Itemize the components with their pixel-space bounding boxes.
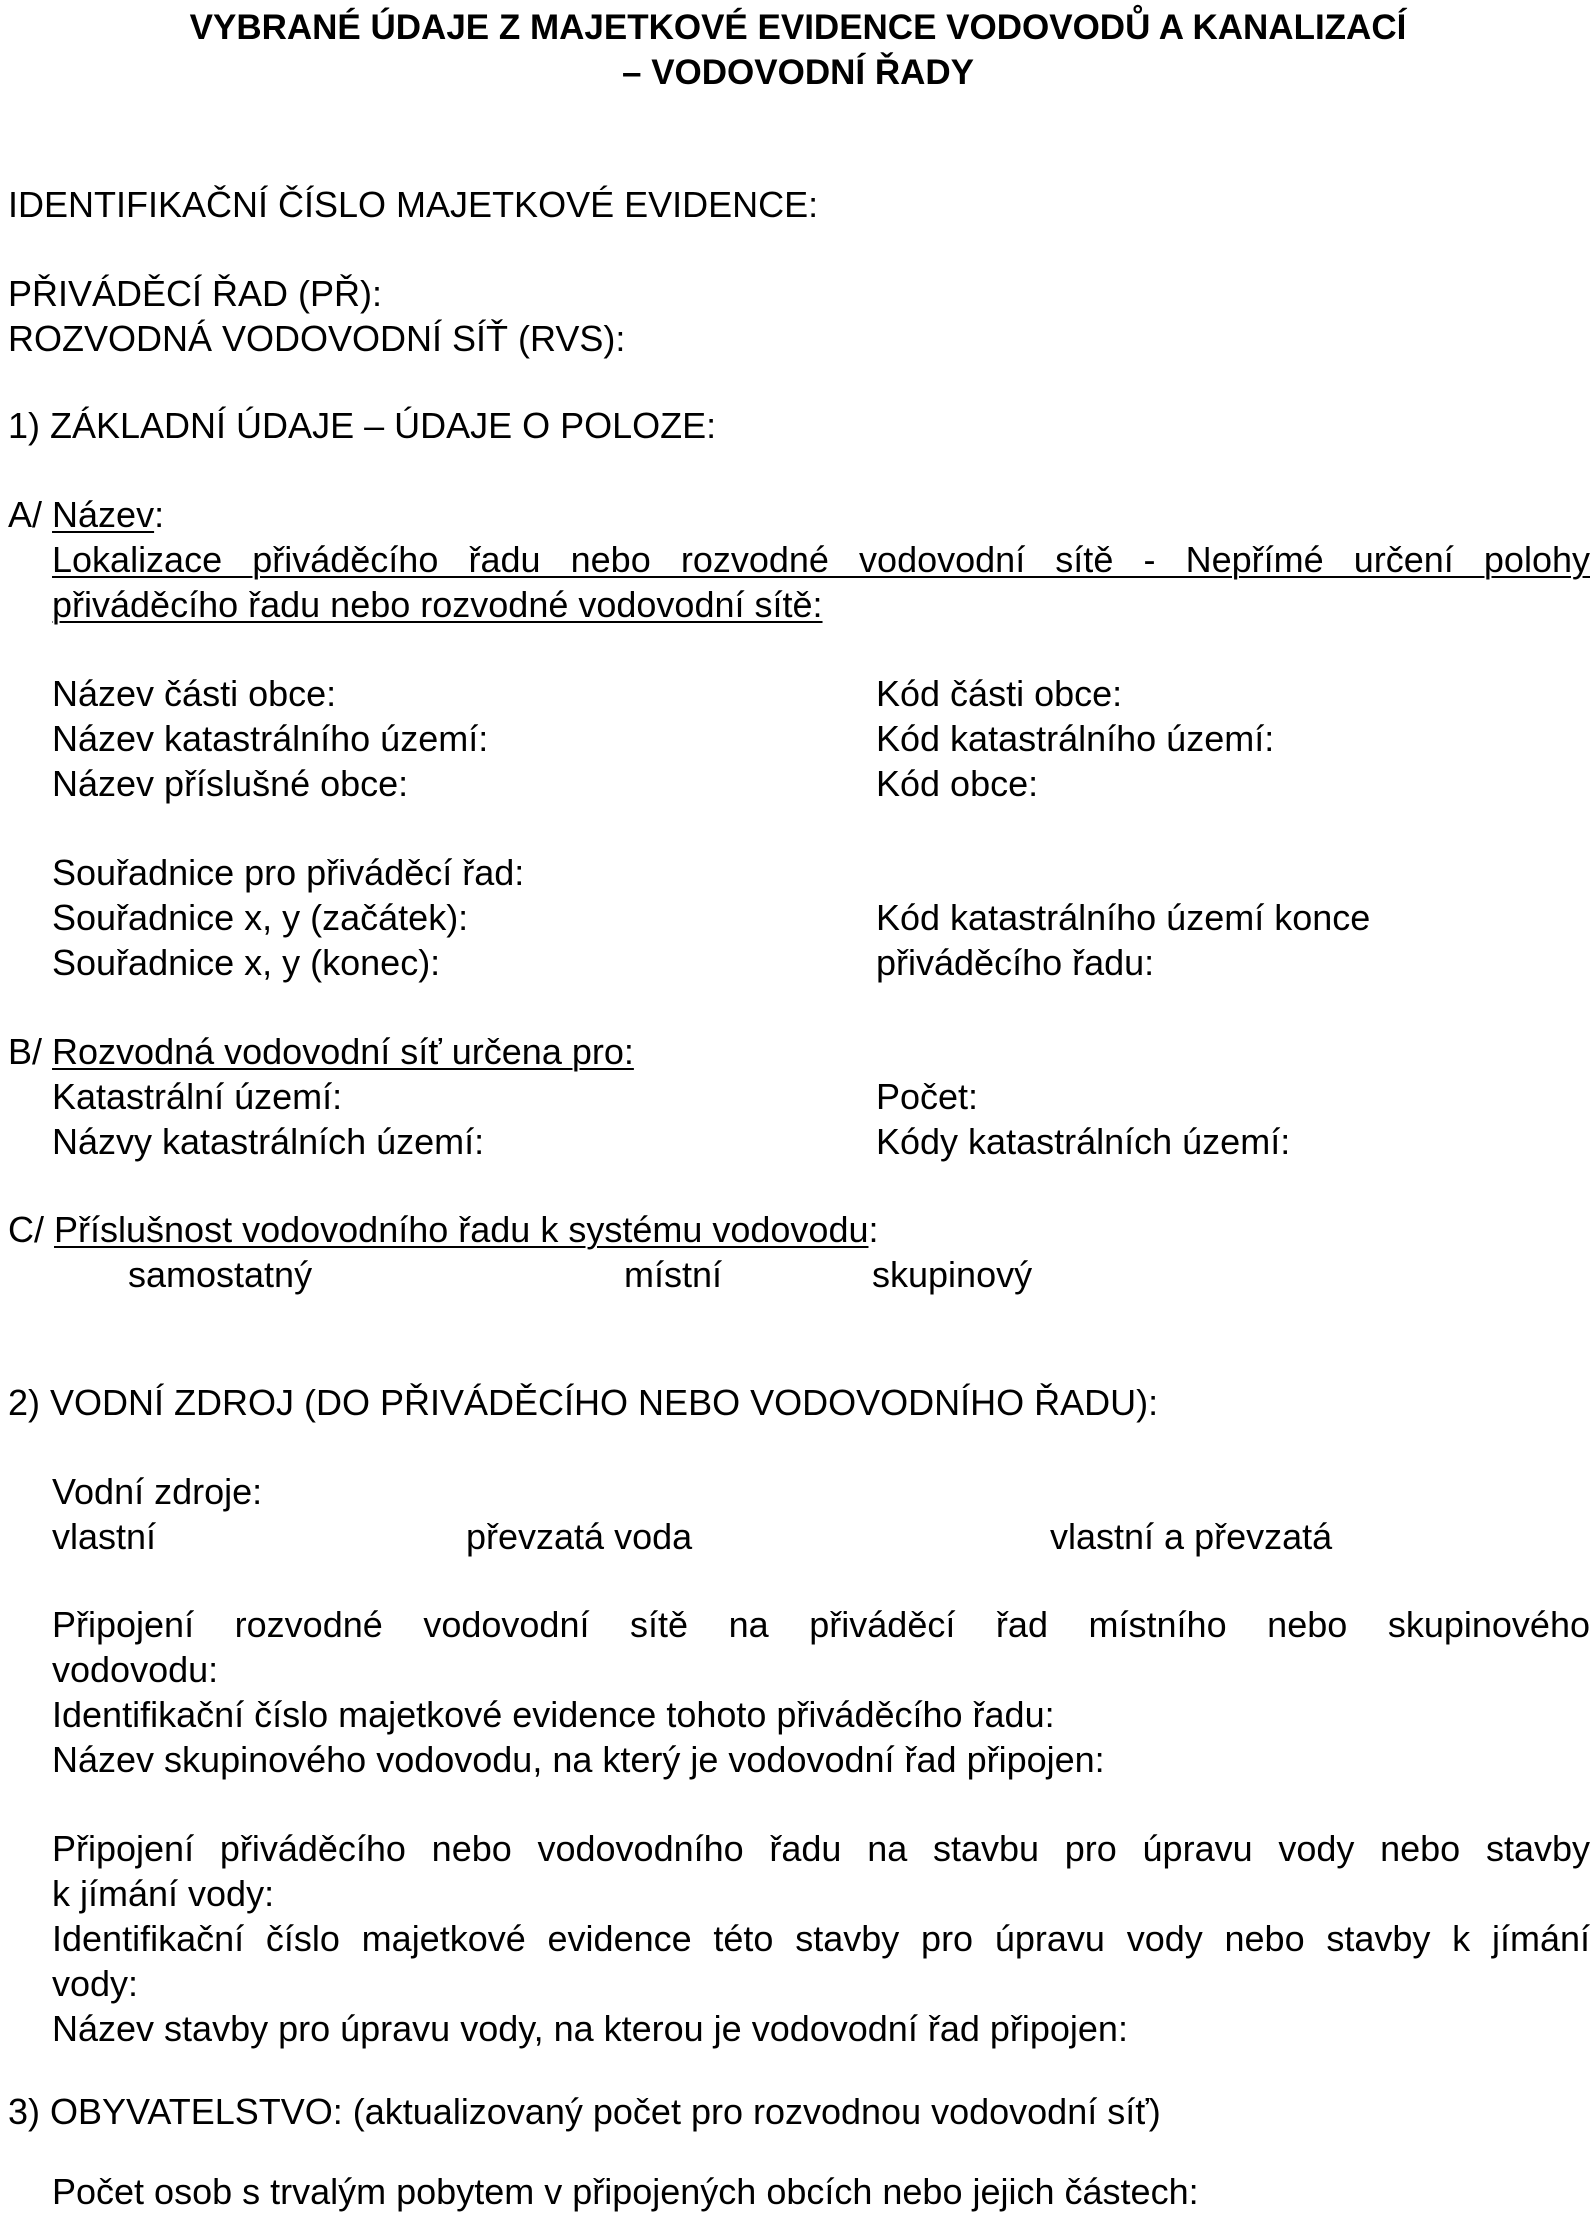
- connection2-line2: k jímání vody:: [52, 1873, 275, 1914]
- ident-number-label: IDENTIFIKAČNÍ ČÍSLO MAJETKOVÉ EVIDENCE:: [8, 184, 819, 225]
- section-a-name-label: Název: [52, 494, 155, 535]
- connection1-line1: Připojení rozvodné vodovodní sítě na přiváděcí řad místního nebo skupinového: [52, 1604, 1590, 1645]
- persons-count-label: Počet osob s trvalým pobytem v připojených obcích nebo jejich částech:: [52, 2171, 1199, 2212]
- section-c-colon: :: [868, 1209, 879, 1250]
- connection1-line2: vodovodu:: [52, 1649, 219, 1690]
- section-b-heading: Rozvodná vodovodní síť určena pro:: [52, 1031, 634, 1072]
- section-a-prefix: A/: [8, 494, 43, 535]
- end-code-line1: Kód katastrálního území konce: [876, 897, 1371, 938]
- connection1-id: Identifikační číslo majetkové evidence tohoto přiváděcího řadu:: [52, 1694, 1055, 1735]
- connection2-line1: Připojení přiváděcího nebo vodovodního řadu na stavbu pro úpravu vody nebo stavby: [52, 1828, 1590, 1869]
- field-municipality-code: Kód obce:: [876, 763, 1039, 804]
- field-cadastral-area: Katastrální území:: [52, 1076, 343, 1117]
- document-title-line2: – VODOVODNÍ ŘADY: [622, 53, 974, 92]
- field-cadastral-names: Názvy katastrálních území:: [52, 1121, 485, 1162]
- coord-heading: Souřadnice pro přiváděcí řad:: [52, 852, 525, 893]
- source-own: vlastní: [52, 1516, 157, 1557]
- localization-line2: přiváděcího řadu nebo rozvodné vodovodní sítě:: [52, 584, 823, 625]
- localization-line1: Lokalizace přiváděcího řadu nebo rozvodné vodovodní sítě - Nepřímé určení polohy: [52, 539, 1590, 580]
- section-c-heading: Příslušnost vodovodního řadu k systému vodovodu: [54, 1209, 869, 1250]
- connection2-name: Název stavby pro úpravu vody, na kterou je vodovodní řad připojen:: [52, 2008, 1128, 2049]
- option-local: místní: [624, 1254, 723, 1295]
- source-own-and-taken: vlastní a převzatá: [1050, 1516, 1333, 1557]
- coord-end: Souřadnice x, y (konec):: [52, 942, 441, 983]
- end-code-line2: přiváděcího řadu:: [876, 942, 1155, 983]
- section-b-prefix: B/: [8, 1031, 43, 1072]
- section-a-line: [8, 493, 164, 537]
- connection1-name: Název skupinového vodovodu, na který je vodovodní řad připojen:: [52, 1739, 1105, 1780]
- section3-heading: 3) OBYVATELSTVO: (aktualizovaný počet pro rozvodnou vodovodní síť): [8, 2091, 1161, 2132]
- coord-start: Souřadnice x, y (začátek):: [52, 897, 469, 938]
- section-c-line: [8, 1208, 879, 1252]
- section-a-name-colon: :: [154, 494, 165, 535]
- source-taken: převzatá voda: [466, 1516, 693, 1557]
- section-c-prefix: C/: [8, 1209, 44, 1250]
- section-b-line: [8, 1030, 634, 1074]
- option-group: skupinový: [872, 1254, 1033, 1295]
- pr-label: PŘIVÁDĚCÍ ŘAD (PŘ):: [8, 273, 383, 314]
- field-count: Počet:: [876, 1076, 979, 1117]
- option-standalone: samostatný: [128, 1254, 313, 1295]
- field-part-name: Název části obce:: [52, 673, 337, 714]
- field-part-code: Kód části obce:: [876, 673, 1123, 714]
- sources-label: Vodní zdroje:: [52, 1471, 263, 1512]
- connection2-id-line2: vody:: [52, 1963, 139, 2004]
- field-municipality-name: Název příslušné obce:: [52, 763, 409, 804]
- document-title-line1: VYBRANÉ ÚDAJE Z MAJETKOVÉ EVIDENCE VODOVODŮ A KANALIZACÍ: [189, 8, 1407, 47]
- rvs-label: ROZVODNÁ VODOVODNÍ SÍŤ (RVS):: [8, 318, 626, 359]
- field-cadastral-code: Kód katastrálního území:: [876, 718, 1275, 759]
- field-cadastral-codes: Kódy katastrálních území:: [876, 1121, 1291, 1162]
- section2-heading: 2) VODNÍ ZDROJ (DO PŘIVÁDĚCÍHO NEBO VODOVODNÍHO ŘADU):: [8, 1382, 1159, 1423]
- section1-heading: 1) ZÁKLADNÍ ÚDAJE – ÚDAJE O POLOZE:: [8, 405, 717, 446]
- field-cadastral-name: Název katastrálního území:: [52, 718, 489, 759]
- connection2-id-line1: Identifikační číslo majetkové evidence této stavby pro úpravu vody nebo stavby k jímání: [52, 1918, 1590, 1959]
